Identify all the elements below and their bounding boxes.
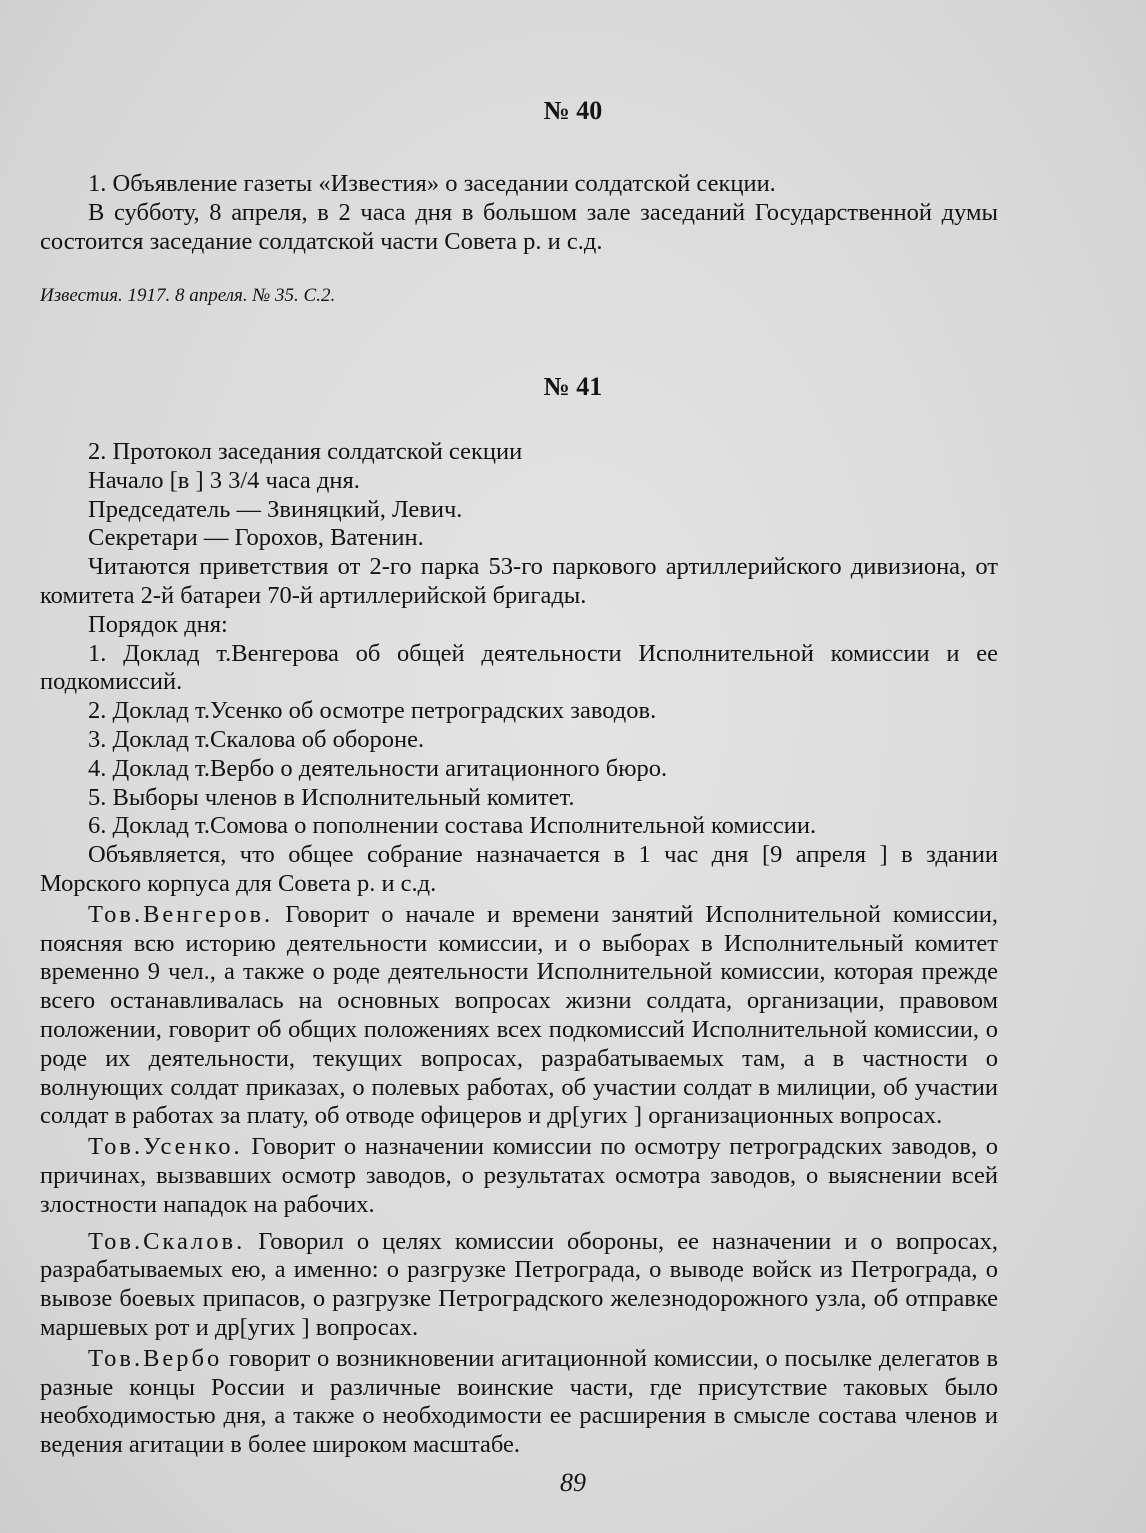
report-text: Говорит о назначении комиссии по осмотру петроградских заводов, о причинах, вызвавших осмотр заводов, о результатах осмотра заводов, о выяснении всей злостности нападок на рабочих. [40,1133,998,1218]
speaker-name: Тов.Венгеров. [88,900,274,928]
report-paragraph [40,1345,998,1460]
agenda-item: 5. Выборы членов в Исполнительный комитет. [88,783,575,811]
report-text: говорит о возникновении агитационной комиссии, о посылке делегатов в разные концы России и различные воинские части, где присутствие таковых было необходимостью дня, а также о необходимости ее расширения в смысле состава членов и ведения агитации в более широком масштабе. [40,1344,999,1459]
report-paragraph [40,1228,998,1343]
session-start: Начало [в ] 3 3/4 часа дня. [88,466,360,494]
report-text: Говорит о начале и времени занятий Исполнительной комиссии, поясняя всю историю деятельности комиссии, и о выборах в Исполнительный комитет временно 9 чел., а также о роде деятельности Исполнительной комиссии, которая прежде всего останавливалась на основных вопросах жизни солдата, организации, правовом положении, говорит об общих положениях всех подкомиссий Исполнительной комиссии, о роде их деятельности, текущих вопросах, разрабатываемых там, а в частности о волнующих солдат приказах, о полевых работах, об участии солдат в милиции, об участии солдат в работах за плату, об отводе офицеров и др[угих ] организационных вопросах. [40,900,998,1130]
session-chair: Председатель — Звиняцкий, Левич. [88,495,463,523]
document-40-text: В субботу, 8 апреля, в 2 часа дня в большом зале заседаний Государственной думы состоится заседание солдатской части Совета р. и с.д. [40,198,998,255]
agenda-item: 6. Доклад т.Сомова о пополнении состава Исполнительной комиссии. [88,812,817,840]
document-number-41: № 41 [543,372,603,401]
agenda-item: 2. Доклад т.Усенко об осмотре петроградских заводов. [88,697,657,725]
agenda-item: 1. Доклад т.Венгерова об общей деятельности Исполнительной комиссии и ее подкомиссий. [40,639,998,696]
report-text: Говорил о целях комиссии обороны, ее назначении и о вопросах, разрабатываемых ею, а именно: о разгрузке Петрограда, о выводе войск из Петрограда, о вывозе боевых припасов, о разгрузке Петроградского железнодорожного узла, об отправке маршевых рот и др[угих ] вопросах. [40,1227,999,1341]
document-40-title: 1. Объявление газеты «Известия» о заседании солдатской секции. [88,170,776,197]
speaker-name: Тов.Вербо [88,1344,223,1372]
speaker-name: Тов.Усенко. [88,1133,243,1161]
source-citation: Известия. 1917. 8 апреля. № 35. С.2. [40,285,336,306]
greetings-paragraph: Читаются приветствия от 2-го парка 53-го паркового артиллерийского дивизиона, от комитета 2-й батареи 70-й артиллерийской бригады. [40,553,998,609]
page-number: 89 [560,1468,586,1497]
document-number-40: № 40 [543,96,603,125]
agenda-item: 4. Доклад т.Вербо о деятельности агитационного бюро. [88,754,668,782]
announcement-paragraph: Объявляется, что общее собрание назначается в 1 час дня [9 апреля ] в здании Морского корпуса для Совета р. и с.д. [40,841,998,897]
speaker-name: Тов.Скалов. [88,1227,246,1255]
agenda-item: 3. Доклад т.Скалова об обороне. [88,725,425,753]
document-41-body [40,438,998,1460]
report-paragraph [40,1133,998,1219]
document-40-body [40,170,998,256]
document-41-title: 2. Протокол заседания солдатской секции [88,438,523,465]
session-secretaries: Секретари — Горохов, Ватенин. [88,524,424,552]
report-paragraph [40,901,998,1131]
agenda-label: Порядок дня: [88,610,228,638]
